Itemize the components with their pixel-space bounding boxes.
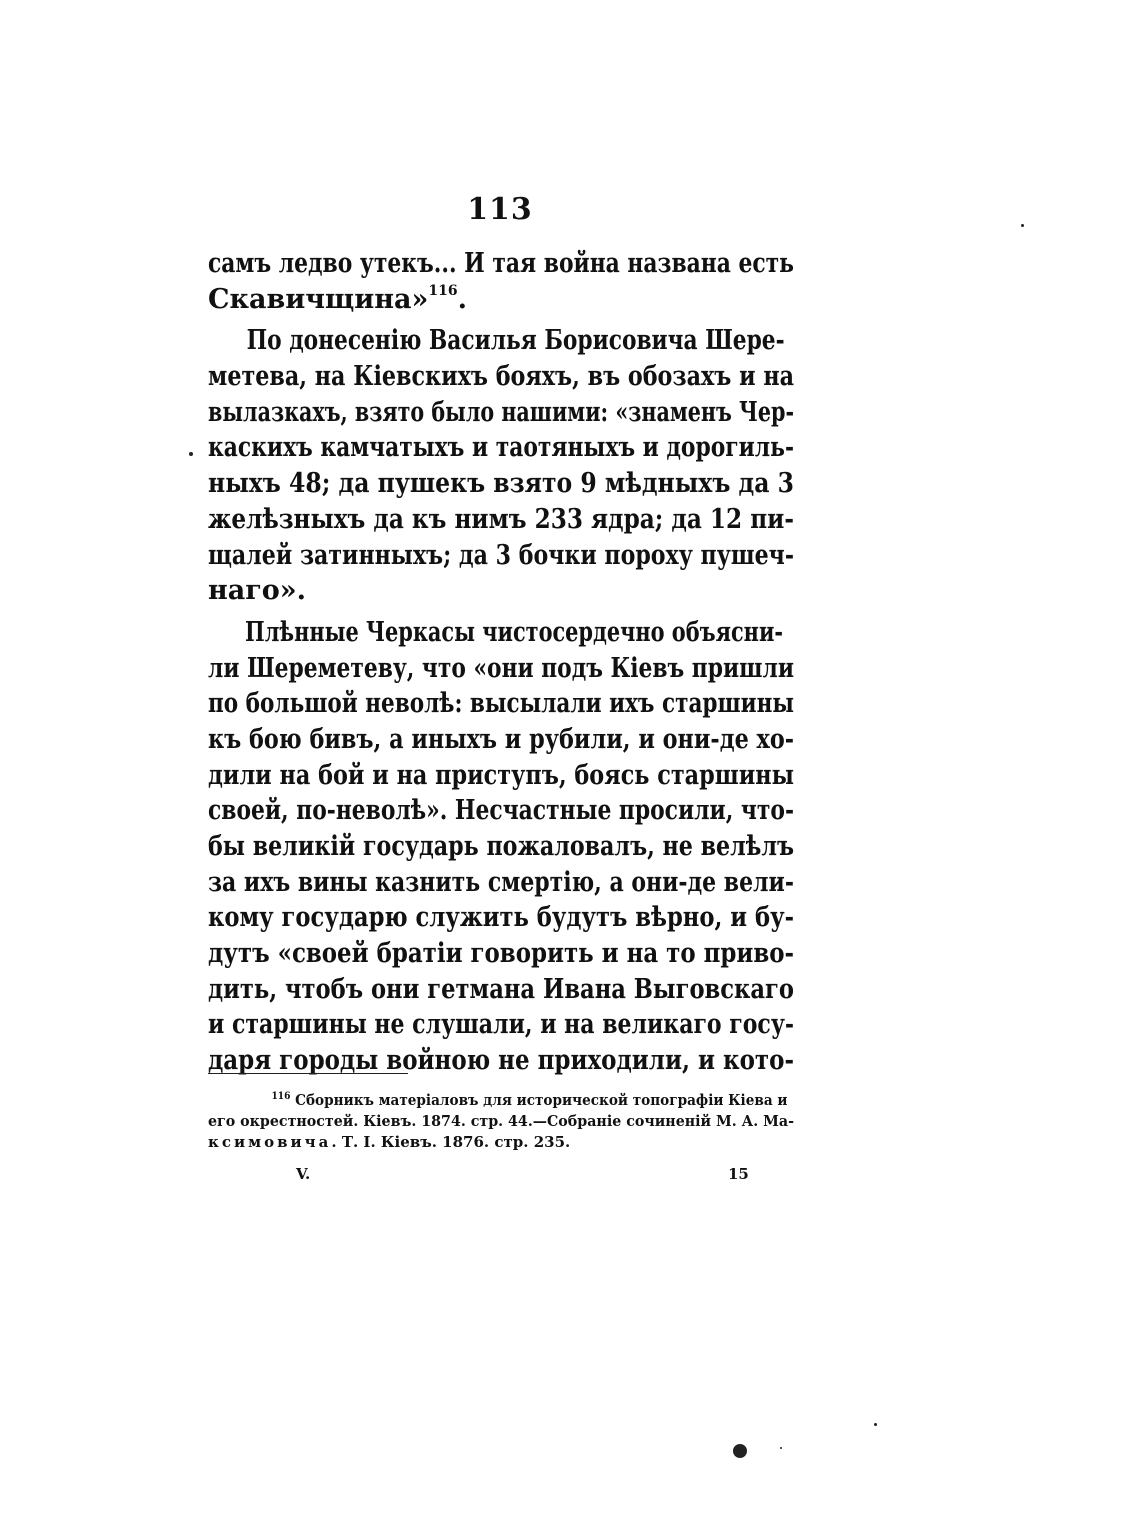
text-line-content: Скавичщина»: [208, 283, 429, 315]
text-line: [208, 246, 795, 282]
text-line: [208, 686, 795, 722]
text-line-content: ныхъ 48; да пушекъ взято 9 мѣдныхъ да 3: [208, 468, 794, 500]
text-line: [208, 1007, 795, 1043]
text-line: [208, 651, 795, 687]
footnote-mark: 116: [271, 1091, 291, 1102]
footnote-line: [208, 1111, 795, 1132]
text-line: [208, 282, 794, 318]
footnote-text-2: его окрестностей. Кіевъ. 1874. стр. 44.—Собраніе сочиненій М. А. Ма-: [208, 1112, 795, 1130]
scan-speck: [733, 1444, 747, 1458]
text-line-content: по большой неволѣ: высылали ихъ старшины: [208, 688, 795, 720]
text-line-content: своей, по-неволѣ». Несчастные просили, что-: [208, 795, 795, 827]
text-line-content: и старшины не слушали, и на великаго госу-: [208, 1009, 795, 1041]
footnote-text-1: Сборникъ матеріаловъ для исторической топографіи Кіева и: [295, 1091, 788, 1109]
text-line: [208, 573, 794, 609]
sheet-number: 15: [728, 1165, 749, 1183]
text-line-content: вылазкахъ, взято было нашими: «знаменъ Чер-: [208, 396, 795, 428]
text-line-content: Плѣнные Черкасы чистосердечно объясни-: [245, 616, 784, 648]
text-line: [208, 466, 794, 502]
text-line: [208, 865, 794, 901]
text-line-content: желѣзныхъ да къ нимъ 233 ядра; да 12 пи-: [208, 503, 794, 535]
text-line-content: самъ ледво утекъ... И тая война названа есть: [208, 248, 795, 279]
page-number: 113: [467, 192, 533, 227]
text-line-content: щалей затинныхъ; да 3 бочки пороху пушеч-: [208, 539, 794, 571]
text-line: [208, 502, 794, 538]
scan-speck: [189, 452, 193, 456]
text-line: [208, 538, 794, 574]
footnote-line: [208, 1132, 794, 1153]
text-line-content: ли Шереметеву, что «они подъ Кіевъ пришли: [208, 652, 795, 684]
body-text: [208, 246, 794, 1079]
text-line-content: дили на бой и на приступъ, боясь старшины: [208, 759, 795, 791]
scan-speck: [874, 1423, 877, 1426]
signature-mark: V.: [296, 1165, 311, 1183]
text-line: [208, 936, 795, 972]
text-line: [208, 615, 784, 651]
text-line-content: за ихъ вины казнить смертію, а они-де вели-: [208, 866, 794, 898]
footnote-rule: [208, 1073, 408, 1074]
text-line: [208, 395, 795, 431]
text-line-content: бы великій государь пожаловалъ, не велѣлъ: [208, 831, 794, 862]
text-line: [208, 972, 795, 1008]
footnote: [208, 1090, 794, 1153]
text-line-content: дить, чтобъ они гетмана Ивана Выговскаго: [208, 973, 795, 1005]
scan-speck: [780, 1447, 782, 1449]
text-line-content: По донесенію Василья Борисовича Шере-: [246, 325, 785, 357]
footnote-text-3: . Т. I. Кіевъ. 1876. стр. 235.: [331, 1133, 571, 1151]
text-line-content: даря городы войною не приходили, и кото-: [208, 1045, 794, 1077]
text-line: [208, 323, 785, 359]
text-line: [208, 793, 795, 829]
text-line: [208, 758, 795, 794]
text-line-content: кому государю служить будутъ вѣрно, и бу-: [208, 902, 794, 934]
footnote-line-text: [208, 1090, 787, 1111]
footnote-reference[interactable]: 116: [428, 282, 458, 299]
text-line: [208, 430, 795, 466]
text-line: [208, 722, 795, 758]
text-line: [208, 829, 794, 865]
text-line-content: метева, на Кіевскихъ бояхъ, въ обозахъ и на: [208, 361, 795, 393]
footnote-author-spaced: ксимовича: [208, 1133, 332, 1151]
footnote-line-text: [208, 1132, 570, 1153]
text-line: [208, 359, 795, 395]
text-line-content: къ бою бивъ, а иныхъ и рубили, и они-де хо-: [208, 723, 795, 755]
text-line-content: каскихъ камчатыхъ и таотяныхъ и дорогиль-: [208, 432, 795, 464]
text-line-content: дутъ «своей братіи говорить и на то приво-: [208, 938, 795, 970]
footnote-line: [208, 1090, 788, 1111]
scan-speck: [1021, 224, 1024, 227]
punctuation: .: [457, 283, 468, 315]
text-line: [208, 900, 794, 936]
text-line-content: наго».: [208, 575, 307, 607]
